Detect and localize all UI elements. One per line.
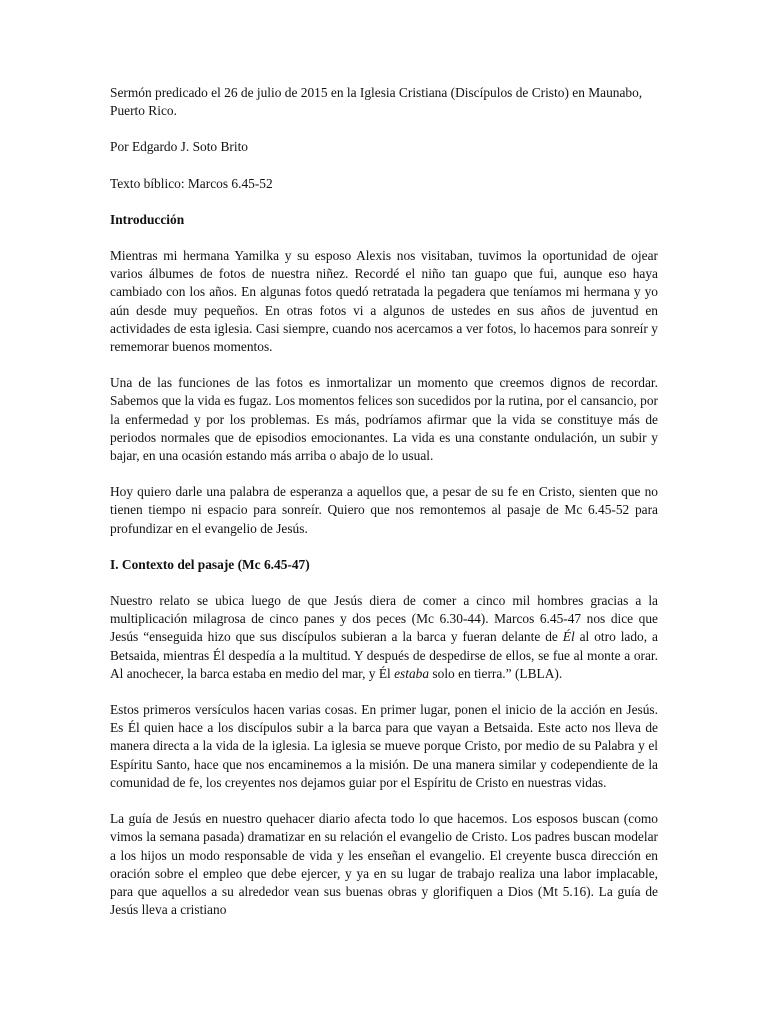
sermon-occasion: Sermón predicado el 26 de julio de 2015 en la Iglesia Cristiana (Discípulos de Cristo) en Maunabo, Puerto Rico.	[110, 85, 643, 119]
section-1-p1-italic-estaba: estaba	[394, 665, 430, 681]
intro-paragraph-1: Mientras mi hermana Yamilka y su esposo Alexis nos visitaban, tuvimos la oportunidad de ojear varios álbumes de fotos de nuestra niñez. Recordé el niño tan guapo que fui, aunque eso haya cambiado con los años. En algunas fotos quedó retratada la pegadera que teníamos mi hermana y yo aún desde muy pequeños. En otras fotos vi a algunos de ustedes en sus años de juventud en actividades de esta iglesia. Casi siempre, cuando nos acercamos a ver fotos, lo hacemos para sonreír y rememorar buenos momentos.	[110, 248, 658, 355]
section-1-paragraph-2: Estos primeros versículos hacen varias cosas. En primer lugar, ponen el inicio de la acción en Jesús. Es Él quien hace a los discípulos subir a la barca para que vayan a Betsaida. Este acto nos lleva de manera directa a la vida de la iglesia. La iglesia se mueve porque Cristo, por medio de su Palabra y el Espíritu Santo, hace que nos encaminemos a la misión. De una manera similar y codependiente de la comunidad de fe, los creyentes nos dejamos guiar por el Espíritu de Cristo en nuestras vidas.	[110, 702, 658, 790]
intro-paragraph-3: Hoy quiero darle una palabra de esperanza a aquellos que, a pesar de su fe en Cristo, sienten que no tienen tiempo ni espacio para sonreír. Quiero que nos remontemos al pasaje de Mc 6.45-52 para profundizar en el evangelio de Jesús.	[110, 484, 658, 536]
section-1-p1-part-c: solo en tierra.” (LBLA).	[429, 665, 563, 681]
document-page	[110, 84, 658, 937]
section-1-paragraph-1	[110, 592, 658, 683]
introduction-heading: Introducción	[110, 211, 185, 227]
sermon-author: Por Edgardo J. Soto Brito	[110, 139, 248, 155]
bible-text-reference: Texto bíblico: Marcos 6.45-52	[110, 175, 273, 191]
section-1-p1-part-a: Nuestro relato se ubica luego de que Jesús diera de comer a cinco mil hombres gracias a la multiplicación milagrosa de cinco panes y dos peces (Mc 6.30-44). Marcos 6.45-47 nos dice que Jesús “enseguida hizo que sus discípulos subieran a la barca y fueran delante de	[110, 593, 658, 645]
section-1-heading: I. Contexto del pasaje (Mc 6.45-47)	[110, 556, 310, 572]
section-1-p1-part-b: al otro lado, a Betsaida, mientras Él despedía a la multitud. Y después de despedirse de ellos, se fue al monte a orar. Al anochecer, la barca estaba en medio del mar, y Él	[110, 629, 658, 681]
intro-paragraph-2: Una de las funciones de las fotos es inmortalizar un momento que creemos dignos de recordar. Sabemos que la vida es fugaz. Los momentos felices son sucedidos por la rutina, por el cansancio, por la enfermedad y por los problemas. Es más, podríamos afirmar que la vida se constituye más de periodos normales que de episodios emocionantes. La vida es una constante ondulación, un subir y bajar, en una ocasión estando más arriba o abajo de lo usual.	[110, 375, 658, 464]
section-1-paragraph-3: La guía de Jesús en nuestro quehacer diario afecta todo lo que hacemos. Los esposos buscan (como vimos la semana pasada) dramatizar en su relación el evangelio de Cristo. Los padres buscan modelar a los hijos un modo responsable de vida y les enseñan el evangelio. El creyente busca dirección en oración sobre el empleo que debe ejercer, y ya en su lugar de trabajo realiza una labor implacable, para que aquellos a su alrededor vean sus buenas obras y glorifiquen a Dios (Mt 5.16). La guía de Jesús lleva a cristiano	[110, 811, 658, 918]
section-1-p1-italic-el: Él	[562, 629, 575, 645]
